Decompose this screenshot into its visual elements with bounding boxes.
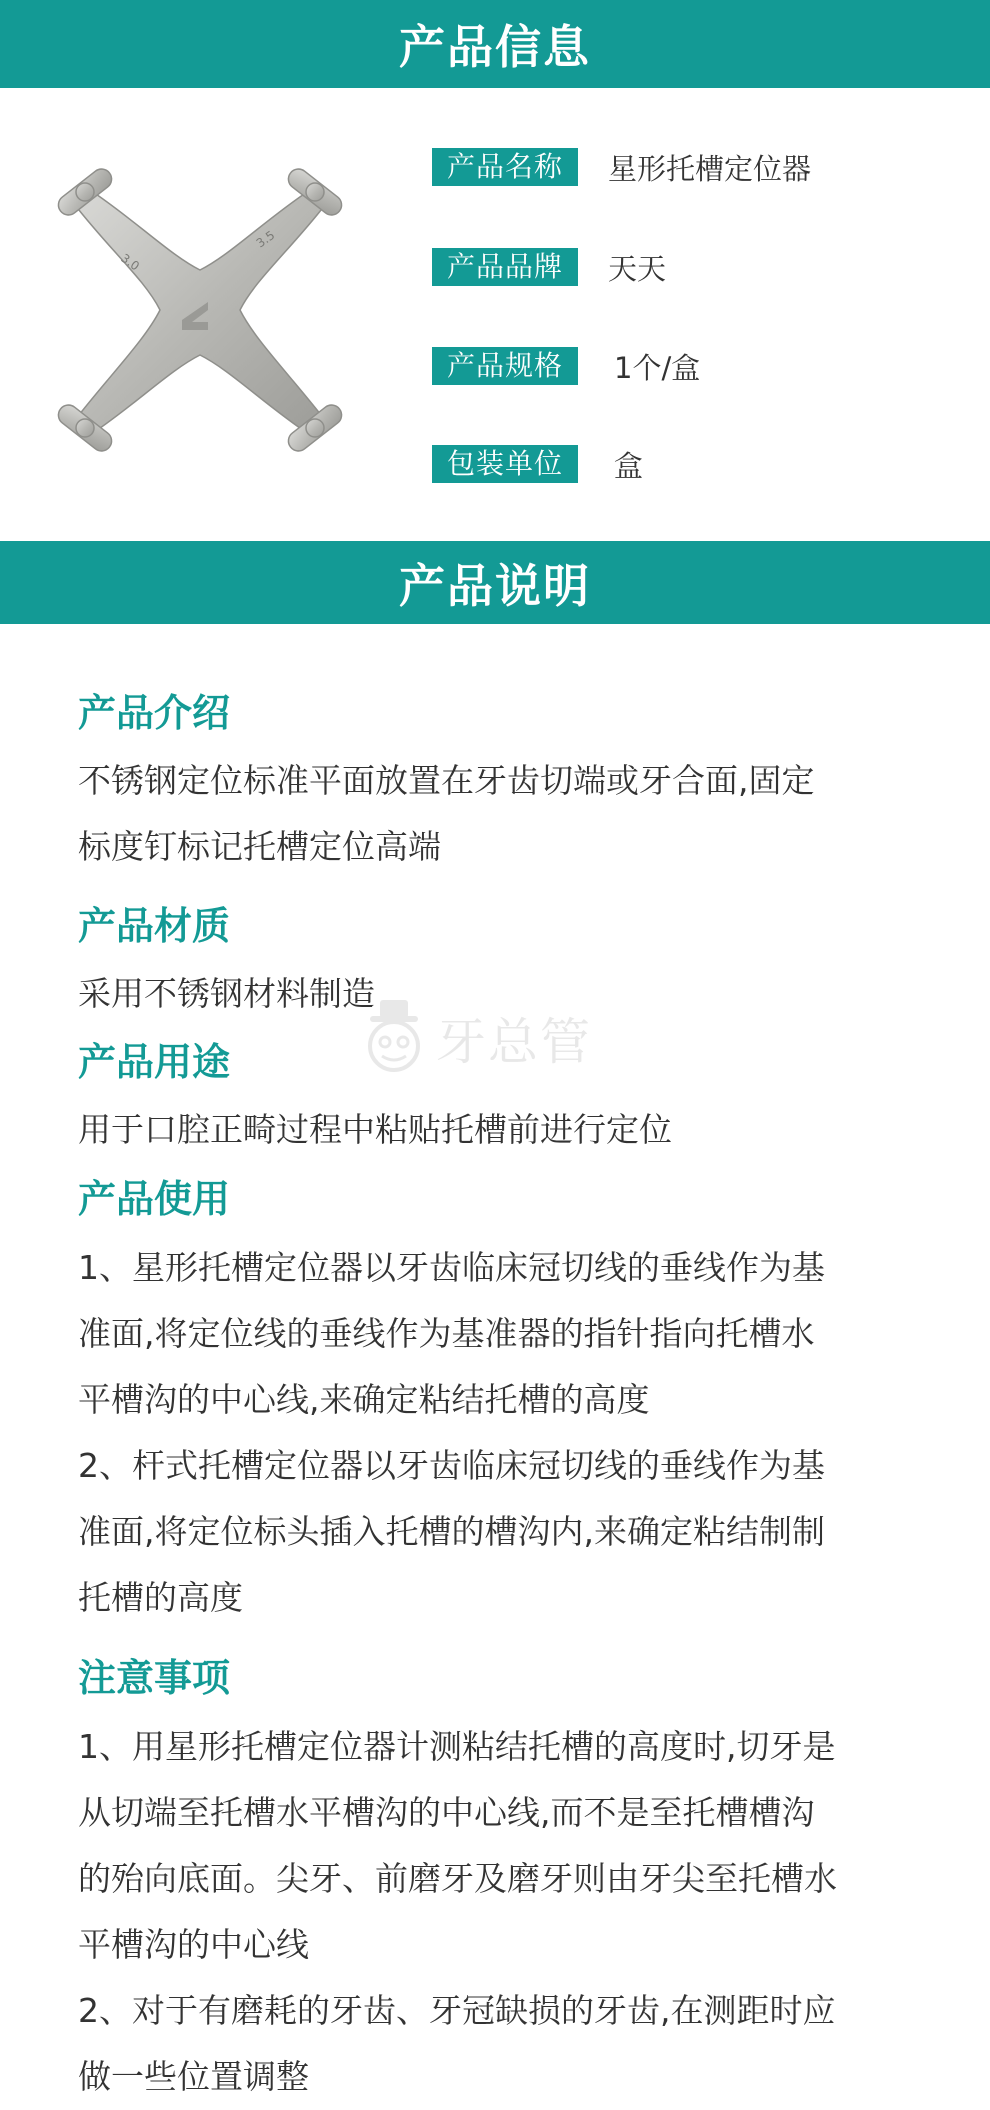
product-info-title: 产品信息 (399, 20, 591, 74)
mascot-icon (362, 998, 426, 1078)
section-body-purpose (78, 1097, 918, 1163)
text-line: 从切端至托槽水平槽沟的中心线,而不是至托槽槽沟 (78, 1793, 815, 1832)
text-line: 1、星形托槽定位器以牙齿临床冠切线的垂线作为基 (78, 1248, 825, 1287)
section-title-usage: 产品使用 (78, 1177, 231, 1221)
text-line: 准面,将定位标头插入托槽的槽沟内,来确定粘结制制 (78, 1512, 825, 1551)
mark-text-a: 3.0 (118, 250, 142, 274)
spec-value: 星形托槽定位器 (608, 151, 812, 186)
product-description-banner (0, 541, 990, 624)
text-line: 的殆向底面。尖牙、前磨牙及磨牙则由牙尖至托槽水 (78, 1859, 837, 1898)
section-title-intro: 产品介绍 (78, 691, 231, 735)
section-title-material: 产品材质 (78, 904, 231, 948)
text-line: 1、用星形托槽定位器计测粘结托槽的高度时,切牙是 (78, 1727, 836, 1766)
text-line: 2、杆式托槽定位器以牙齿临床冠切线的垂线作为基 (78, 1446, 825, 1485)
text-line: 不锈钢定位标准平面放置在牙齿切端或牙合面,固定 (78, 761, 815, 800)
spec-label: 产品规格 (432, 347, 578, 385)
star-positioner-icon (40, 160, 360, 470)
spec-label: 产品品牌 (432, 248, 578, 286)
section-body-intro (78, 748, 918, 880)
product-description-title: 产品说明 (399, 558, 591, 613)
product-info-banner (0, 0, 990, 88)
spec-row-unit (432, 444, 643, 484)
spec-label: 产品名称 (432, 148, 578, 186)
text-line: 做一些位置调整 (78, 2057, 309, 2096)
spec-value: 盒 (614, 448, 644, 483)
spec-row-name (432, 147, 811, 187)
mark-text-b: 3.5 (253, 228, 278, 251)
section-body-notes (78, 1714, 918, 2110)
star-bracket-positioner-image (40, 160, 360, 470)
spec-row-brand (432, 247, 666, 287)
section-title-purpose: 产品用途 (78, 1040, 231, 1084)
text-line: 采用不锈钢材料制造 (78, 974, 375, 1013)
text-line: 平槽沟的中心线,来确定粘结托槽的高度 (78, 1380, 650, 1419)
spec-label: 包装单位 (432, 445, 578, 483)
text-line: 标度钉标记托槽定位高端 (78, 827, 441, 866)
spec-row-size (432, 346, 700, 386)
text-line: 准面,将定位线的垂线作为基准器的指针指向托槽水 (78, 1314, 815, 1353)
text-line: 用于口腔正畸过程中粘贴托槽前进行定位 (78, 1110, 672, 1149)
spec-value: 天天 (608, 251, 667, 286)
watermark-text: 牙总管 (436, 1013, 592, 1071)
text-line: 平槽沟的中心线 (78, 1925, 309, 1964)
text-line: 2、对于有磨耗的牙齿、牙冠缺损的牙齿,在测距时应 (78, 1991, 836, 2030)
section-title-notes: 注意事项 (78, 1656, 231, 1700)
section-body-usage (78, 1235, 918, 1631)
text-line: 托槽的高度 (78, 1578, 243, 1617)
watermark (362, 998, 592, 1078)
spec-value: 1个/盒 (614, 350, 701, 385)
